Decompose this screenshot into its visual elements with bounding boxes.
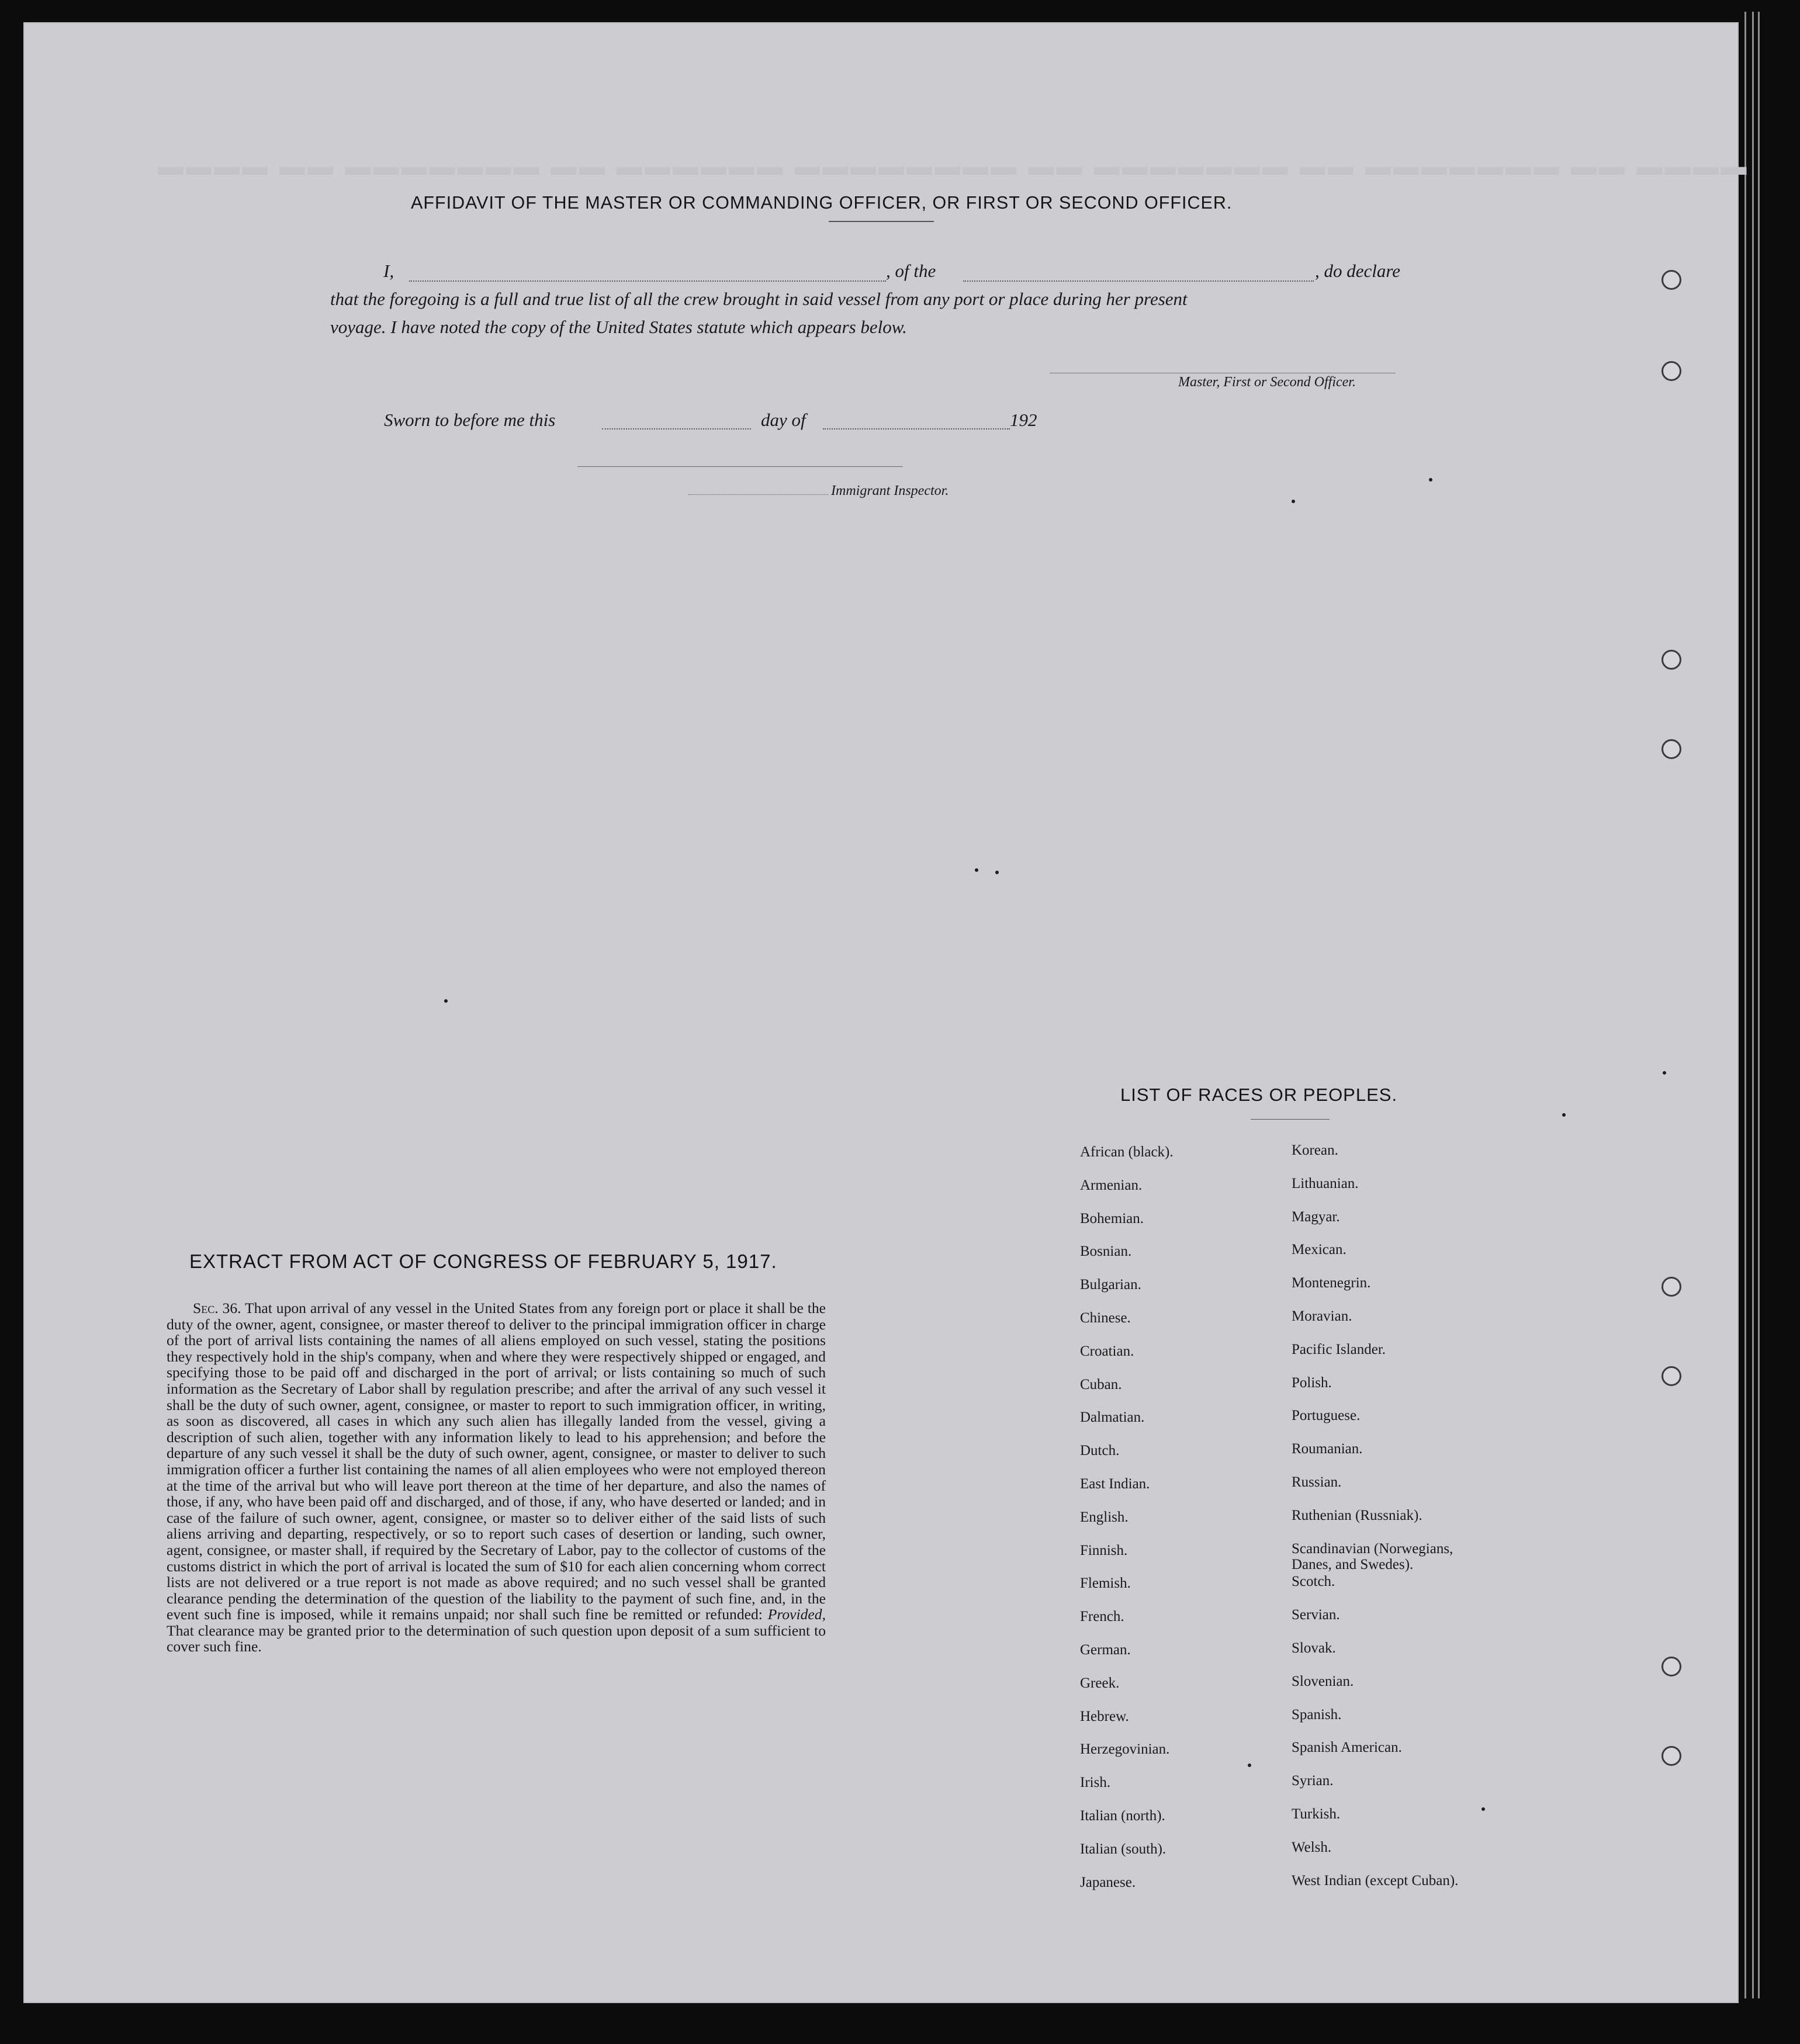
page-edge [1752,12,1754,1998]
race-item: Moravian. [1292,1308,1352,1324]
race-item: Italian (north). [1080,1807,1165,1824]
extract-line: upon deposit of a sum sufficient to cover such fine. [167,1622,826,1655]
affidavit-title: AFFIDAVIT OF THE MASTER OR COMMANDING OFFICER, OR FIRST OR SECOND OFFICER. [411,193,1233,213]
race-item: Ruthenian (Russniak). [1292,1507,1422,1523]
extract-body [167,1300,826,1655]
race-item: Bulgarian. [1080,1277,1141,1293]
ink-speck [1292,500,1295,503]
sworn-mid: day of [761,410,806,430]
binder-hole [1661,270,1681,290]
extract-line: in the event such fine is imposed, while it remains unpaid; nor shall such fine be remitted or [167,1589,826,1623]
extract-line: containing the names of all alien employees who were not employed thereon at the time of the [167,1460,826,1494]
race-item: Scandinavian (Norwegians, Danes, and Swedes). [1292,1540,1453,1572]
race-item: Mexican. [1292,1242,1346,1258]
race-item: Greek. [1080,1675,1120,1691]
race-item: German. [1080,1641,1131,1658]
race-item: Lithuanian. [1292,1175,1359,1191]
race-item: Chinese. [1080,1309,1131,1326]
race-item: Hebrew. [1080,1708,1129,1724]
race-item: Herzegovinian. [1080,1741,1170,1758]
affidavit-line3: voyage. I have noted the copy of the United States statute which appears below. [330,317,907,337]
extract-line: those, if any, who have been paid off and discharged, and of those, if any, who have deserted [167,1493,721,1511]
race-item: Cuban. [1080,1376,1122,1392]
extract-line: place it shall be the duty of the owner, agent, consignee, or master thereof to deliver to the [167,1300,826,1333]
race-item: Roumanian. [1292,1441,1363,1457]
race-item: Montenegrin. [1292,1275,1371,1291]
race-item: Irish. [1080,1775,1111,1791]
binder-hole [1661,650,1681,670]
signature-caption: Master, First or Second Officer. [1178,375,1356,390]
race-item: Italian (south). [1080,1841,1166,1857]
extract-line: arrival but who will leave port thereon at the time of her departure, and also the names of [276,1477,826,1494]
race-item: East Indian. [1080,1475,1150,1492]
race-item: Flemish. [1080,1575,1131,1592]
inspector-line[interactable] [577,466,903,467]
section-label: Sec. 36. [193,1300,241,1317]
race-item: Turkish. [1292,1806,1341,1822]
month-field[interactable] [823,428,1010,429]
page-edge [1744,12,1746,1998]
extract-line: pending the determination of the question of the liability to the payment of such fine, and, [228,1589,786,1607]
binder-hole [1661,361,1681,381]
race-item: Japanese. [1080,1874,1136,1890]
title-underline [829,221,934,222]
ink-speck [995,871,999,874]
extract-line: or a true report is not made as above required; and no such vessel shall be granted clearance [167,1574,826,1607]
race-item: Korean. [1292,1142,1338,1158]
binder-hole [1661,1366,1681,1386]
race-item: English. [1080,1509,1129,1525]
extract-title: EXTRACT FROM ACT OF CONGRESS OF FEBRUARY 5, 1917. [189,1250,777,1272]
ink-speck [1248,1764,1251,1767]
extract-line: refunded: [705,1606,763,1623]
binder-hole [1661,1657,1681,1676]
race-item: Scotch. [1292,1574,1335,1590]
race-item: Polish. [1292,1374,1332,1391]
extract-line: of arrival is located the sum of $10 for each alien concerning whom correct lists are not delivered [167,1557,826,1591]
extract-line: principal immigration officer in charge of the port of arrival lists containing the names of all [167,1315,826,1349]
race-item: West Indian (except Cuban). [1292,1872,1459,1889]
race-item: Syrian. [1292,1773,1334,1789]
binder-hole [1661,1277,1681,1297]
extract-line: lead to his apprehension; and before the departure of any such vessel it shall be the duty of [167,1428,826,1462]
name-field[interactable] [409,280,886,282]
sworn-prefix: Sworn to before me this [384,410,556,430]
day-field[interactable] [602,428,751,429]
extract-line: That clearance may be granted prior to the determination of such question [167,1622,612,1639]
race-item: African (black). [1080,1144,1174,1160]
extract-line: That upon arrival of any vessel in the United States from any foreign port or [244,1300,705,1317]
extract-line: or landed; and in case of the failure of such owner, agent, consignee, or master so to deliver [167,1493,826,1526]
race-item: Spanish. [1292,1706,1342,1723]
extract-line: when and where they were respectively shipped or engaged, and specifying those to be paid off [167,1347,826,1381]
race-item: Russian. [1292,1474,1342,1490]
extract-line: Secretary of Labor, pay to the collector of customs of the customs district in which the port [167,1541,826,1575]
inspector-dotted-line [688,494,829,495]
races-underline [1251,1119,1330,1120]
races-right-column [1292,1142,1458,1906]
race-item: Croatian. [1080,1343,1134,1359]
extract-line: officer, in writing, as soon as discovered, all cases in which any such alien has illegally landed [167,1396,826,1430]
race-item: Bosnian. [1080,1243,1132,1260]
affidavit-line1-prefix: I, [383,261,394,281]
race-item: French. [1080,1609,1124,1625]
affidavit-line1-suffix: , do declare [1315,261,1401,281]
extract-line: shall be the duty of such owner, agent, consignee, or master to report to such immigration [167,1396,712,1414]
binder-hole [1661,1746,1681,1766]
ink-speck [975,868,978,872]
ink-speck [444,999,448,1003]
ink-speck [1429,478,1432,481]
ink-speck [1562,1113,1566,1117]
race-item: Dutch. [1080,1443,1120,1459]
race-item: Portuguese. [1292,1408,1361,1424]
races-title: LIST OF RACES OR PEOPLES. [1120,1085,1398,1105]
race-item: Magyar. [1292,1208,1340,1225]
extract-line: cases of desertion or landing, such owner, agent, consignee, or master shall, if required by the [167,1525,826,1558]
races-left-column [1080,1144,1174,1907]
vessel-field[interactable] [963,280,1314,282]
extract-line: from the vessel, giving a description of such alien, together with any information likely to [167,1412,826,1446]
binder-hole [1661,739,1681,759]
extract-line: and discharged in the port of arrival; or lists containing so much of such information as the [167,1364,826,1397]
race-item: Armenian. [1080,1177,1143,1193]
affidavit-line1-mid: , of the [886,261,936,281]
race-item: Pacific Islander. [1292,1341,1386,1357]
extract-line: aliens employed on such vessel, stating the positions they respectively hold in the ship's company, [167,1332,826,1365]
race-item: Slovenian. [1292,1673,1354,1689]
page-edge [1758,12,1760,1998]
proviso-word: Provided, [767,1606,826,1623]
extract-line: such owner, agent, consignee, or master to deliver to such immigration officer a further list [167,1444,826,1478]
ink-speck [1481,1807,1485,1811]
race-item: Bohemian. [1080,1210,1144,1227]
ink-speck [1663,1071,1666,1075]
inspector-caption: Immigrant Inspector. [831,483,949,498]
race-item: Dalmatian. [1080,1409,1145,1426]
race-item: Spanish American. [1292,1740,1402,1756]
race-item: Welsh. [1292,1839,1332,1855]
race-item: Servian. [1292,1607,1340,1623]
extract-line: either of the said lists of such aliens arriving and departing, respectively, or so to report such [167,1509,826,1543]
bleed-through-text: ▬▬▬▬ ▬▬ ▬▬▬▬▬▬▬ ▬▬ ▬▬▬▬▬▬ ▬▬▬▬▬▬▬▬ ▬▬ ▬▬▬▬▬▬▬ ▬▬ ▬▬▬▬▬▬▬ ▬▬ ▬▬▬▬ [158,152,1749,181]
race-item: Slovak. [1292,1640,1336,1656]
affidavit-line2: that the foregoing is a full and true list of all the crew brought in said vessel from any port or place during her present [330,289,1188,309]
race-item: Finnish. [1080,1542,1128,1558]
extract-line: Secretary of Labor shall by regulation prescribe; and after the arrival of any such vessel it [281,1380,826,1397]
sworn-year: 192 [1010,410,1037,430]
